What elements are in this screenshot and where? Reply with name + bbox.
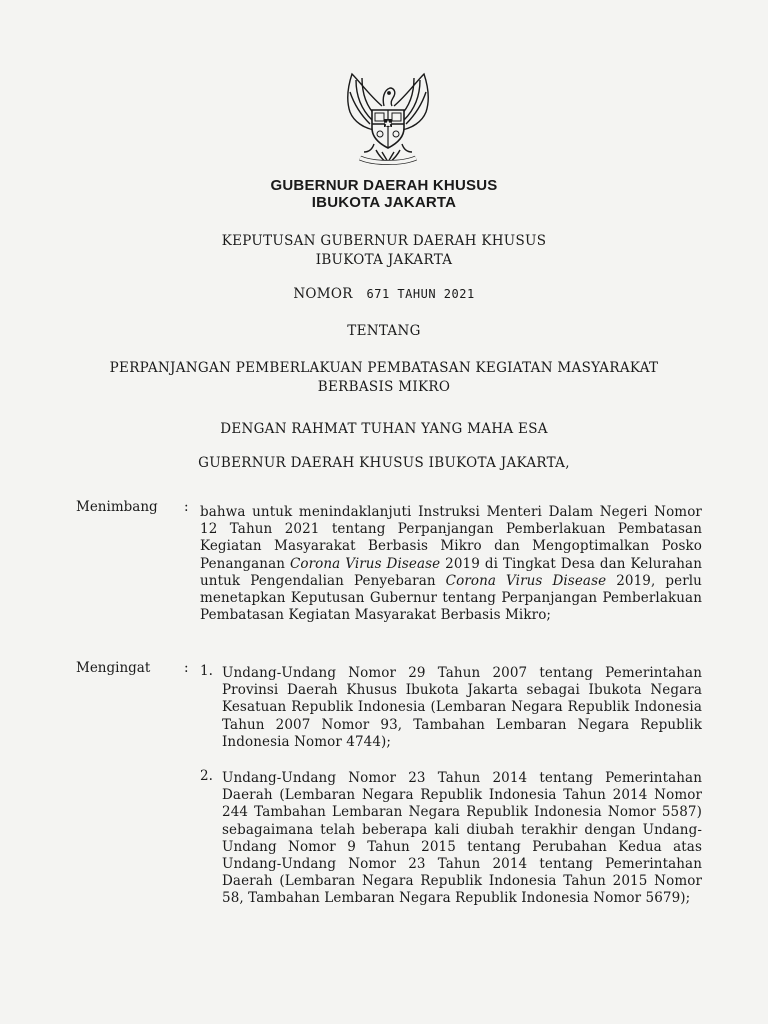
menimbang-text-c: 2019, perlu menetapkan Keputusan Gubernur tentang Perpanjangan Pemberlakuan Pembatasan Kegiatan Masyarakat Berbasis Mikro;: [200, 572, 702, 624]
decree-title-line1: KEPUTUSAN GUBERNUR DAERAH KHUSUS: [221, 233, 547, 249]
mengingat-item-text: Undang-Undang Nomor 23 Tahun 2014 tentang Pemerintahan Daerah (Lembaran Negara Republik Indonesia Tahun 2014 Nomor 244 Tambahan Lembaran Negara Republik Indonesia Nomor 5587) sebagaimana telah beberapa kali diubah terakhir dengan Undang-Undang Nomor 9 Tahun 2015 tentang Perubahan Kedua atas Undang-Undang Nomor 23 Tahun 2014 tentang Pemerintahan Daerah (Lembaran Negara Republik Indonesia Tahun 2015 Nomor 58, Tambahan Lembaran Negara Republik Indonesia Nomor 5679);: [222, 770, 702, 907]
mengingat-colon: :: [184, 660, 189, 676]
mengingat-item-text: Undang-Undang Nomor 29 Tahun 2007 tentang Pemerintahan Provinsi Daerah Khusus Ibukota Jakarta sebagai Ibukota Negara Kesatuan Republik Indonesia (Lembaran Negara Republik Indonesia Tahun 2007 Nomor 93, Tambahan Lembaran Negara Republik Indonesia Nomor 4744);: [222, 665, 702, 750]
decree-subject-line2: BERBASIS MIKRO: [317, 379, 451, 395]
decree-title: [0, 232, 768, 270]
decree-subject: [0, 359, 768, 397]
garuda-emblem-icon: [334, 66, 442, 174]
issuer-title-line1: GUBERNUR DAERAH KHUSUS: [270, 177, 498, 194]
decree-number-label: NOMOR: [293, 286, 353, 302]
menimbang-text-b: 2019 di Tingkat Desa dan Kelurahan untuk Pengendalian Penyebaran: [200, 555, 703, 589]
decree-number: [0, 285, 768, 304]
decree-subject-line1: PERPANJANGAN PEMBERLAKUAN PEMBATASAN KEGIATAN MASYARAKAT: [109, 360, 659, 376]
menimbang-italic-2: Corona Virus Disease: [445, 572, 607, 589]
decree-title-line2: IBUKOTA JAKARTA: [315, 252, 453, 268]
menimbang-colon: :: [184, 499, 189, 515]
menimbang-paragraph: [200, 504, 702, 624]
invocation: DENGAN RAHMAT TUHAN YANG MAHA ESA: [220, 421, 548, 437]
mengingat-label: Mengingat: [76, 660, 151, 676]
mengingat-item-number: 2.: [200, 768, 213, 784]
menimbang-text-a: bahwa untuk menindaklanjuti Instruksi Menteri Dalam Negeri Nomor 12 Tahun 2021 tentang Perpanjangan Pemberlakuan Pembatasan Kegiatan Masyarakat Berbasis Mikro dan Mengoptimalkan Posko Penanganan: [200, 504, 702, 572]
menimbang-italic-1: Corona Virus Disease: [289, 555, 441, 572]
issuer-title: [0, 177, 768, 211]
tentang-heading: TENTANG: [347, 323, 421, 339]
mengingat-item-number: 1.: [200, 663, 213, 679]
governor-line: GUBERNUR DAERAH KHUSUS IBUKOTA JAKARTA,: [198, 455, 570, 471]
decree-number-value: 671 TAHUN 2021: [366, 287, 475, 301]
menimbang-label: Menimbang: [76, 499, 158, 515]
issuer-title-line2: IBUKOTA JAKARTA: [311, 194, 457, 211]
